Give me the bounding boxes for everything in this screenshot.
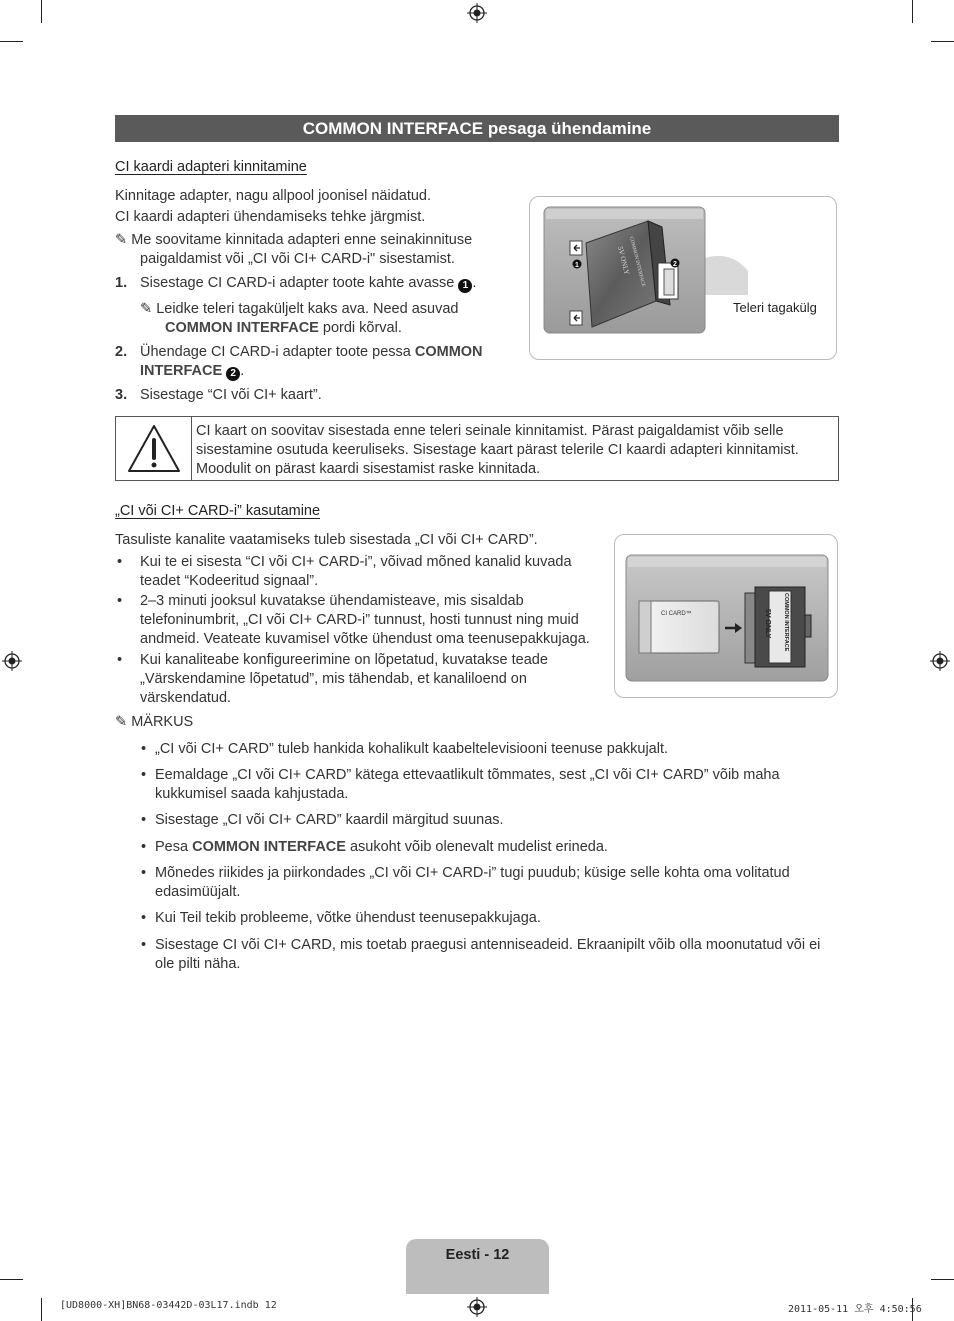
intro-text: Kinnitage adapter, nagu allpool joonisel näidatud. [115,188,432,204]
note-text: paigaldamist või „CI või CI+ CARD-i" sisestamist. [140,251,455,267]
list-item: Kui te ei sisesta “CI või CI+ CARD-i”, võivad mõned kanalid kuvada [140,554,572,570]
list-item: värskendatud. [140,690,232,706]
note-item: Mõnedes riikides ja piirkondades „CI või CI+ CARD-i” tugi puudub; küsige selle kohta oma volitatud [155,865,790,881]
tv-back-adapter-illustration [530,197,836,359]
figure-card-insertion [614,534,838,698]
svg-text:5V ONLY: 5V ONLY [616,245,631,276]
step-text: INTERFACE 2 . [140,363,245,379]
registration-mark-icon [467,3,487,23]
note-item: Pesa COMMON INTERFACE asukoht võib olenevalt mudelist erineda. [155,839,608,855]
crop-mark [912,0,913,23]
caution-text: sisestamine osutuda keeruliseks. Sisestage kaart pärast telerile CI kaardi adapteri kinnitamist. [196,442,799,458]
bullet-icon: • [117,593,123,609]
page-number: Eesti - 12 [445,1247,510,1263]
marker-1-icon: 1 [458,279,472,293]
svg-text:1: 1 [575,262,579,269]
svg-text:5V ONLY: 5V ONLY [764,609,771,639]
caution-text: Moodulit on pärast kaardi sisestamist raske kinnitada. [196,461,541,477]
note-item: ole pilti näha. [155,956,241,972]
step-text: Sisestage CI CARD-i adapter toote kahte avasse 1 . [140,275,477,291]
marker-2-icon: 2 [226,367,240,381]
step-note: ✎ Leidke teleri tagaküljelt kaks ava. Need asuvad [140,301,459,317]
print-info: [UD8000-XH]BN68-03442D-03L17.indb 12 [60,1300,277,1311]
bullet-icon: • [141,839,147,855]
subsection-heading: „CI või CI+ CARD-i” kasutamine [115,503,321,519]
crop-mark [41,1298,42,1321]
step-number: 3. [115,387,128,403]
warning-triangle-icon [126,423,182,475]
figure-label: Teleri tagakülg [733,300,817,315]
registration-mark-icon [2,651,22,671]
bullet-icon: • [117,652,123,668]
print-timestamp: 2011-05-11 오후 4:50:56 [788,1304,922,1315]
divider [191,417,192,480]
pencil-note-icon: ✎ [115,714,128,730]
registration-mark-icon [930,651,950,671]
note-item: Eemaldage „CI või CI+ CARD” kätega ettevaatlikult tõmmates, sest „CI või CI+ CARD” võib maha [155,767,780,783]
step-note-text: COMMON INTERFACE pordi kõrval. [165,320,402,336]
bullet-icon: • [141,741,147,757]
list-item: Kui kanaliteabe konfigureerimine on lõpetatud, kuvatakse teade [140,652,548,668]
section-title: COMMON INTERFACE pesaga ühendamine [115,115,839,142]
pencil-note-icon: ✎ [140,301,153,317]
step-number: 2. [115,344,128,360]
pencil-note-icon: ✎ [115,232,128,248]
crop-mark [931,41,954,42]
crop-mark [0,41,23,42]
list-item: teadet “Kodeeritud signaal”. [140,573,319,589]
figure-adapter-installation [529,196,837,360]
svg-text:COMMON INTERFACE: COMMON INTERFACE [628,236,646,288]
subsection-heading: CI kaardi adapteri kinnitamine [115,159,307,175]
list-item: „Värskendamine lõpetatud”, mis tähendab, et kanaliloend on [140,671,527,687]
ci-card-module-illustration [615,535,837,697]
svg-text:2: 2 [673,261,677,268]
intro-text: CI kaardi adapteri ühendamiseks tehke järgmist. [115,209,426,225]
crop-mark [41,0,42,23]
list-item: 2–3 minuti jooksul kuvatakse ühendamisteave, mis sisaldab [140,593,524,609]
registration-mark-icon [467,1297,487,1317]
bullet-icon: • [141,865,147,881]
list-item: telefoninumbrit, „CI või CI+ CARD-i” tunnust, hosti tunnust ning muid [140,612,579,628]
note-item: Kui Teil tekib probleeme, võtke ühendust teenusepakkujaga. [155,910,541,926]
note: ✎ Me soovitame kinnitada adapteri enne seinakinnituse [115,232,473,248]
bullet-icon: • [117,554,123,570]
svg-text:COMMON INTERFACE: COMMON INTERFACE [783,593,789,652]
caution-box [115,416,839,481]
note-item: Sisestage „CI või CI+ CARD” kaardil märgitud suunas. [155,812,504,828]
svg-text:CI CARD™: CI CARD™ [661,611,692,617]
step-number: 1. [115,275,128,291]
note-item: Sisestage CI või CI+ CARD, mis toetab praegusi antenniseadeid. Ekraanipilt võib olla moonutatud või ei [155,937,821,953]
step-text: Ühendage CI CARD-i adapter toote pessa COMMON [140,344,483,360]
bullet-icon: • [141,812,147,828]
bullet-icon: • [141,910,147,926]
intro-text: Tasuliste kanalite vaatamiseks tuleb sisestada „CI või CI+ CARD”. [115,532,538,548]
caution-text: CI kaart on soovitav sisestada enne teleri seinale kinnitamist. Pärast paigaldamist võib selle [196,423,784,439]
crop-mark [0,1279,23,1280]
note-item: edasimüüjalt. [155,884,241,900]
step-text: Sisestage “CI või CI+ kaart”. [140,387,322,403]
crop-mark [931,1279,954,1280]
list-item: andmeid. Veateate kuvamisel võtke ühendust oma teenusepakkujaga. [140,631,590,647]
note-item: kukkumisel saada kahjustada. [155,786,349,802]
note-item: „CI või CI+ CARD” tuleb hankida kohalikult kaabeltelevisiooni teenuse pakkujalt. [155,741,669,757]
bullet-icon: • [141,767,147,783]
notes-heading: ✎ MÄRKUS [115,714,194,730]
bullet-icon: • [141,937,147,953]
